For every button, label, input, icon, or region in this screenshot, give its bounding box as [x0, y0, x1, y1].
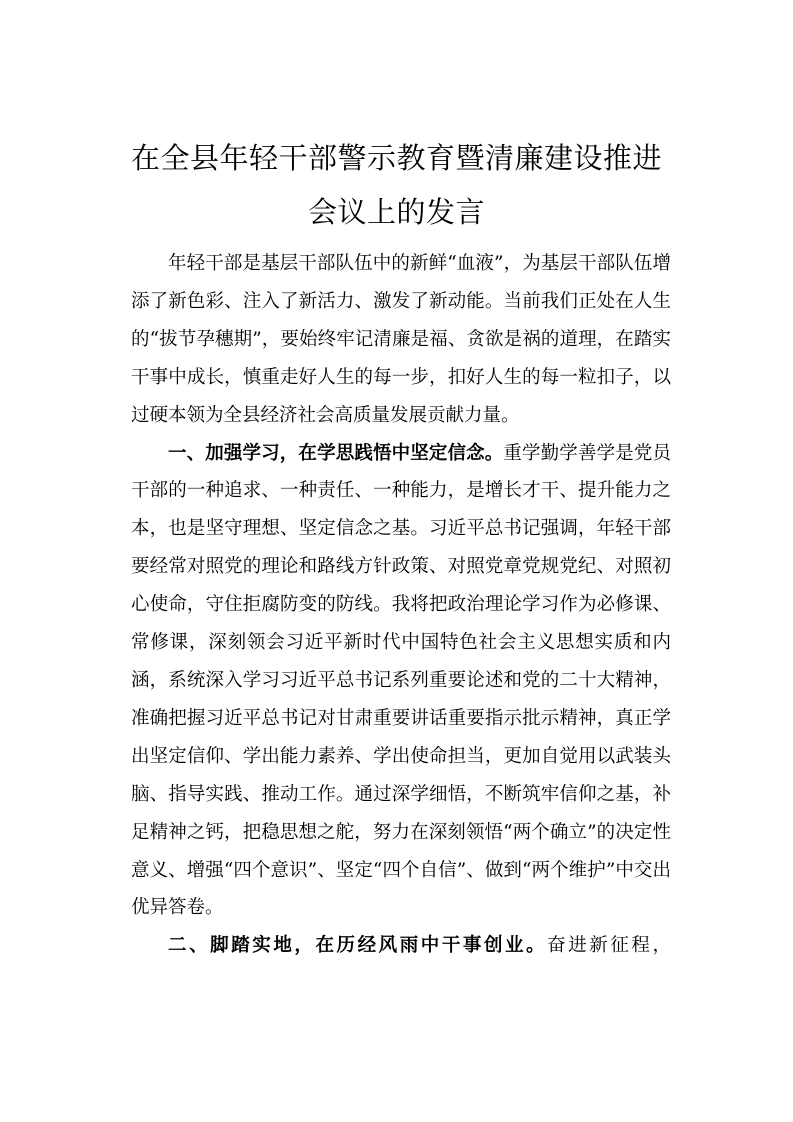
intro-paragraph-text: 年轻干部是基层干部队伍中的新鲜“血液”，为基层干部队伍增添了新色彩、注入了新活力、激发了新动能。当前我们正处在人生的“拔节孕穗期”，要始终牢记清廉是福、贪欲是祸的道理，在踏实干事中成长，慎重走好人生的每一步，扣好人生的每一粒扣子，以过硬本领为全县经济社会高质量发展贡献力量。: [131, 253, 671, 426]
section-one-paragraph: [131, 435, 671, 928]
intro-paragraph: [131, 245, 671, 435]
document-title-line-2: 会议上的发言: [307, 195, 485, 229]
section-one-text: 重学勤学善学是党员干部的一种追求、一种责任、一种能力，是增长才干、提升能力之本，也是坚守理想、坚定信念之基。习近平总书记强调，年轻干部要经常对照党的理论和路线方针政策、对照党章党规党纪、对照初心使命，守住拒腐防变的防线。我将把政治理论学习作为必修课、常修课，深刻领会习近平新时代中国特色社会主义思想实质和内涵，系统深入学习习近平总书记系列重要论述和党的二十大精神，准确把握习近平总书记对甘肃重要讲话重要指示批示精神，真正学出坚定信仰、学出能力素养、学出使命担当，更加自觉用以武装头脑、指导实践、推动工作。通过深学细悟，不断筑牢信仰之基，补足精神之钙，把稳思想之舵，努力在深刻领悟“两个确立”的决定性意义、增强“四个意识”、坚定“四个自信”、做到“两个维护”中交出优异答卷。: [131, 442, 671, 919]
section-one-heading: 一、加强学习，在学思践悟中坚定信念。: [168, 442, 504, 464]
document-body: [131, 245, 671, 965]
section-two-heading: 二、脚踏实地，在历经风雨中干事创业。: [168, 935, 548, 957]
section-two-paragraph: [131, 927, 671, 965]
document-title-line-1: 在全县年轻干部警示教育暨清廉建设推进: [130, 141, 662, 175]
section-two-text: 奋进新征程，: [547, 935, 671, 957]
